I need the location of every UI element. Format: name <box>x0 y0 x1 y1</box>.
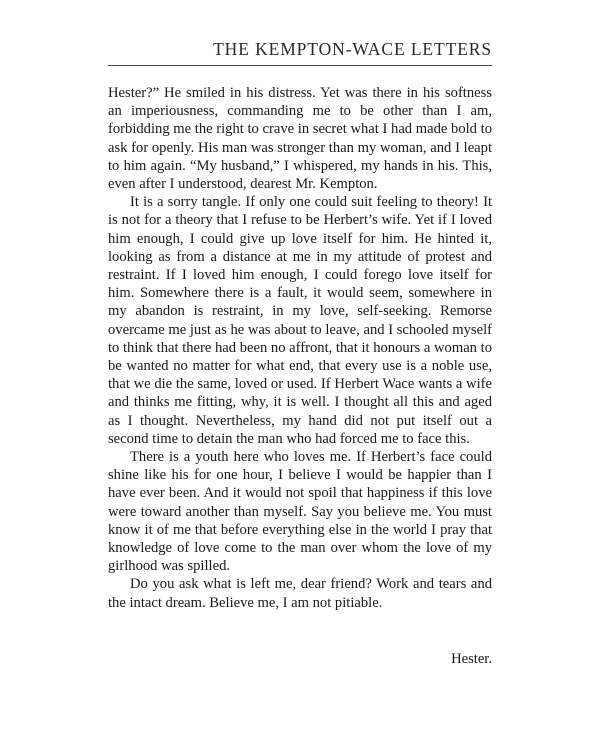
letter-body <box>108 84 492 612</box>
paragraph: It is a sorry tangle. If only one could suit feeling to theory! It is not for a theory that I refuse to be Herbert’s wife. Yet if I loved him enough, I could give up love itself for him. He hinted it, looking as from a distance at me in my attitude of protest and restraint. If I loved him enough, I could forego love itself for him. Somewhere there is a fault, it would seem, somewhere in my abandon is restraint, in my love, self-seeking. Remorse overcame me just as he was about to leave, and I schooled myself to think that there had been no affront, that it honours a woman to be wanted no matter for what end, that every use is a noble use, that we die the same, loved or used. If Herbert Wace wants a wife and thinks me fitting, why, it is well. I thought all this and aged as I thought. Nevertheless, my hand did not put itself out a second time to detain the man who had forced me to face this. <box>108 194 492 447</box>
page-header <box>108 38 492 60</box>
paragraph: There is a youth here who loves me. If Herbert’s face could shine like his for one hour, I believe I would be happier than I have ever been. And it would not spoil that happiness if this love were toward another than myself. Say you believe me. You must know it of me that before everything else in the world I pray that knowledge of love come to the man over whom the love of my girlhood was spilled. <box>108 449 492 575</box>
paragraph: Hester?” He smiled in his distress. Yet was there in his softness an imperiousness, commanding me to be other than I am, forbidding me the right to crave in secret what I had made bold to ask for openly. His man was stronger than my woman, and I leapt to him again. “My husband,” I whispered, my hands in his. This, even after I understood, dearest Mr. Kempton. <box>108 85 492 193</box>
header-rule <box>108 65 492 66</box>
signature: Hester. <box>451 651 492 667</box>
paragraph: Do you ask what is left me, dear friend? Work and tears and the intact dream. Believe me, I am not pitiable. <box>108 576 492 611</box>
running-head: THE KEMPTON-WACE LETTERS <box>213 39 492 59</box>
